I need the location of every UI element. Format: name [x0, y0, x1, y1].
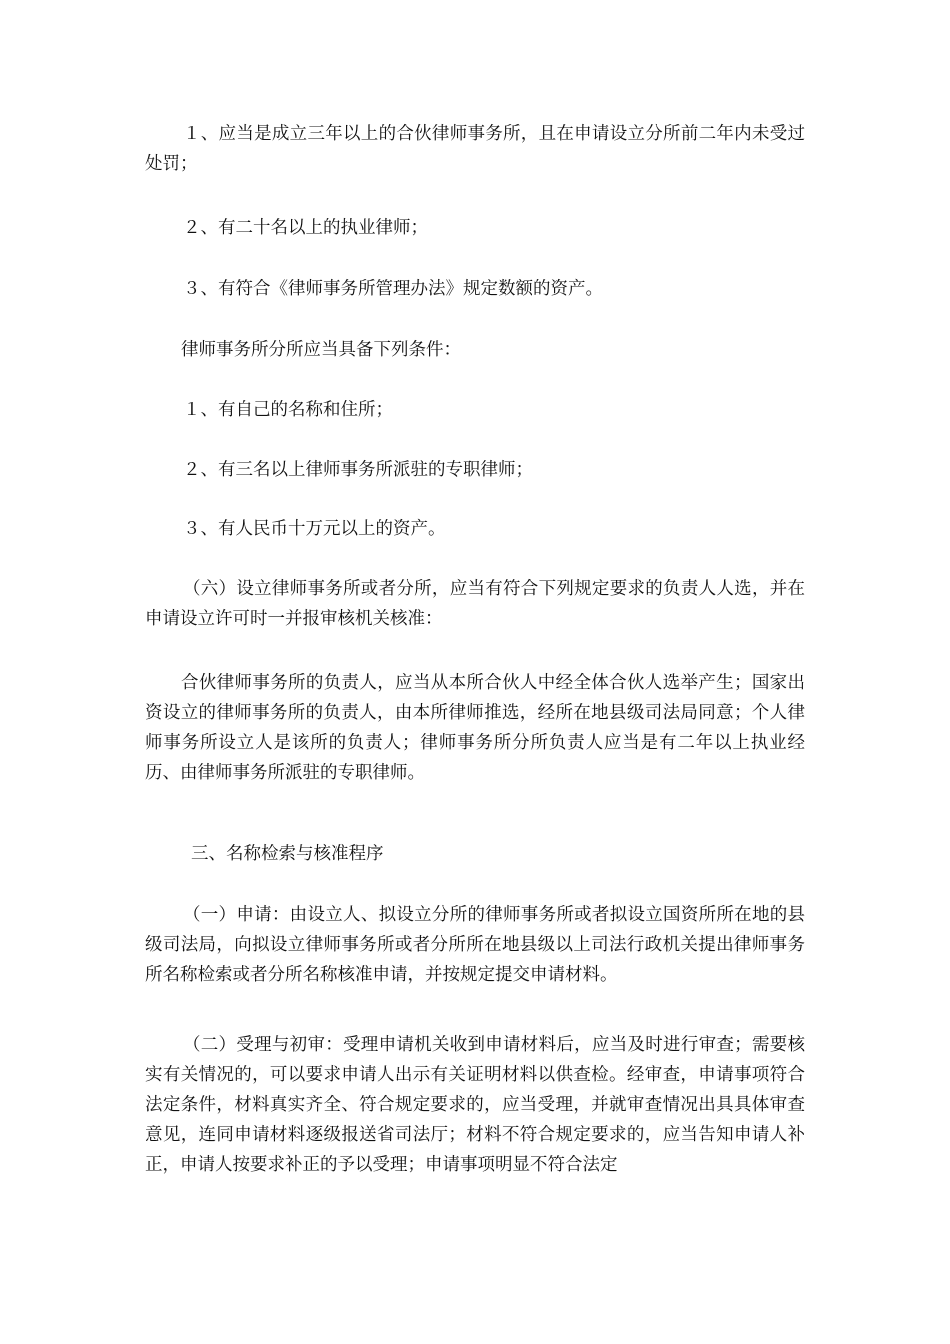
- paragraph-condition-2: ２、有二十名以上的执业律师；: [183, 218, 428, 238]
- paragraph-section-six: （六）设立律师事务所或者分所，应当有符合下列规定要求的负责人人选，并在申请设立许可时一并报审核机关核准：: [145, 579, 805, 629]
- paragraph-branch-condition-1: １、有自己的名称和住所；: [183, 400, 393, 420]
- paragraph-acceptance-review: （二）受理与初审：受理申请机关收到申请材料后，应当及时进行审查；需要核实有关情况的，可以要求申请人出示有关证明材料以供查检。经审查，申请事项符合法定条件，材料真实齐全、符合规定要求的，应当受理，并就审查情况出具具体审查意见，连同申请材料逐级报送省司法厅；材料不符合规定要求的，应当告知申请人补正，申请人按要求补正的予以受理；申请事项明显不符合法定: [145, 1035, 805, 1175]
- paragraph-condition-1: １、应当是成立三年以上的合伙律师事务所，且在申请设立分所前二年内未受过处罚；: [145, 124, 805, 174]
- paragraph-branch-condition-3: ３、有人民币十万元以上的资产。: [183, 519, 446, 539]
- paragraph-branch-condition-2: ２、有三名以上律师事务所派驻的专职律师；: [183, 460, 533, 480]
- paragraph-application: （一）申请：由设立人、拟设立分所的律师事务所或者拟设立国资所所在地的县级司法局，向拟设立律师事务所或者分所所在地县级以上司法行政机关提出律师事务所名称检索或者分所名称核准申请，并按规定提交申请材料。: [145, 905, 805, 985]
- paragraph-branch-conditions-heading: 律师事务所分所应当具备下列条件：: [181, 340, 461, 360]
- paragraph-responsible-person: 合伙律师事务所的负责人，应当从本所合伙人中经全体合伙人选举产生；国家出资设立的律师事务所的负责人，由本所律师推选，经所在地县级司法局同意；个人律师事务所设立人是该所的负责人；律师事务所分所负责人应当是有二年以上执业经历、由律师事务所派驻的专职律师。: [145, 673, 805, 783]
- section-heading-three: 三、名称检索与核准程序: [191, 844, 384, 864]
- paragraph-condition-3: ３、有符合《律师事务所管理办法》规定数额的资产。: [183, 279, 603, 299]
